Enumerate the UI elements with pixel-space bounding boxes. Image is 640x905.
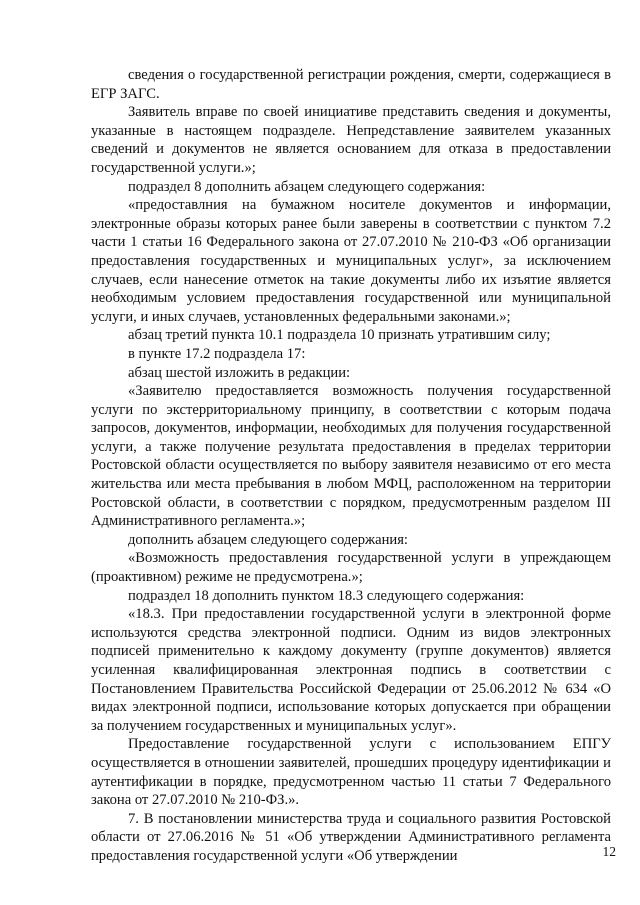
paragraph-6: в пункте 17.2 подраздела 17: <box>128 345 306 362</box>
document-body <box>91 66 611 866</box>
paragraph-10: «Возможность предоставления государственной услуги в упреждающем (проактивном) режиме не предусмотрена.»; <box>91 550 611 586</box>
paragraph-12: «18.3. При предоставлении государственной услуги в электронной форме используются средства электронной подписи. Одним из видов электронных подписей применительно к каждому документу (группе документов) является усиленная квалифицированная электронная подпись в соответствии с Постановлением Правительства Российской Федерации от 25.06.2012 № 634 «О видах электронной подписи, использование которых допускается при обращении за получением государственных и муниципальных услуг». <box>91 606 611 734</box>
paragraph-7: абзац шестой изложить в редакции: <box>128 364 351 381</box>
page-number: 12 <box>602 844 616 859</box>
paragraph-11: подраздел 18 дополнить пунктом 18.3 следующего содержания: <box>128 587 525 604</box>
paragraph-8: «Заявителю предоставляется возможность получения государственной услуги по экстерриториальному принципу, в соответствии с которым подача запросов, документов, информации, необходимых для получения государственной услуги, а также получение результата предоставления в пределах территории Ростовской области осуществляется по выбору заявителя независимо от его места жительства или места пребывания в любом МФЦ, расположенном на территории Ростовской области, в соответствии с порядком, предусмотренным разделом III Административного регламента.»; <box>91 383 611 530</box>
paragraph-5: абзац третий пункта 10.1 подраздела 10 признать утратившим силу; <box>128 327 551 344</box>
paragraph-13: Предоставление государственной услуги с использованием ЕПГУ осуществляется в отношении заявителей, прошедших процедуру идентификации и аутентификации в порядке, предусмотренном частью 11 статьи 7 Федерального закона от 27.07.2010 № 210-ФЗ.». <box>91 736 611 809</box>
paragraph-14: 7. В постановлении министерства труда и социального развития Ростовской области от 27.06.2016 № 51 «Об утверждении Административного регламента предоставления государственной услуги «Об утверждении <box>91 810 611 864</box>
paragraph-1: сведения о государственной регистрации рождения, смерти, содержащиеся в ЕГР ЗАГС. <box>91 67 611 102</box>
paragraph-9: дополнить абзацем следующего содержания: <box>128 531 408 548</box>
paragraph-3: подраздел 8 дополнить абзацем следующего содержания: <box>128 178 486 195</box>
paragraph-4: «предоставлния на бумажном носителе документов и информации, электронные образы которых ранее были заверены в соответствии с пунктом 7.2 части 1 статьи 16 Федерального закона от 27.07.2010 № 210-ФЗ «Об организации предоставления государственных и муниципальных услуг», за исключением случаев, если нанесение отметок на такие документы либо их изъятие является необходимым условием предоставления государственной или муниципальной услуги, и иных случаев, установленных федеральными законами.»; <box>91 197 611 325</box>
paragraph-2: Заявитель вправе по своей инициативе представить сведения и документы, указанные в настоящем подразделе. Непредставление заявителем указанных сведений и документов не является основанием для отказа в предоставлении государственной услуги.»; <box>91 104 611 176</box>
